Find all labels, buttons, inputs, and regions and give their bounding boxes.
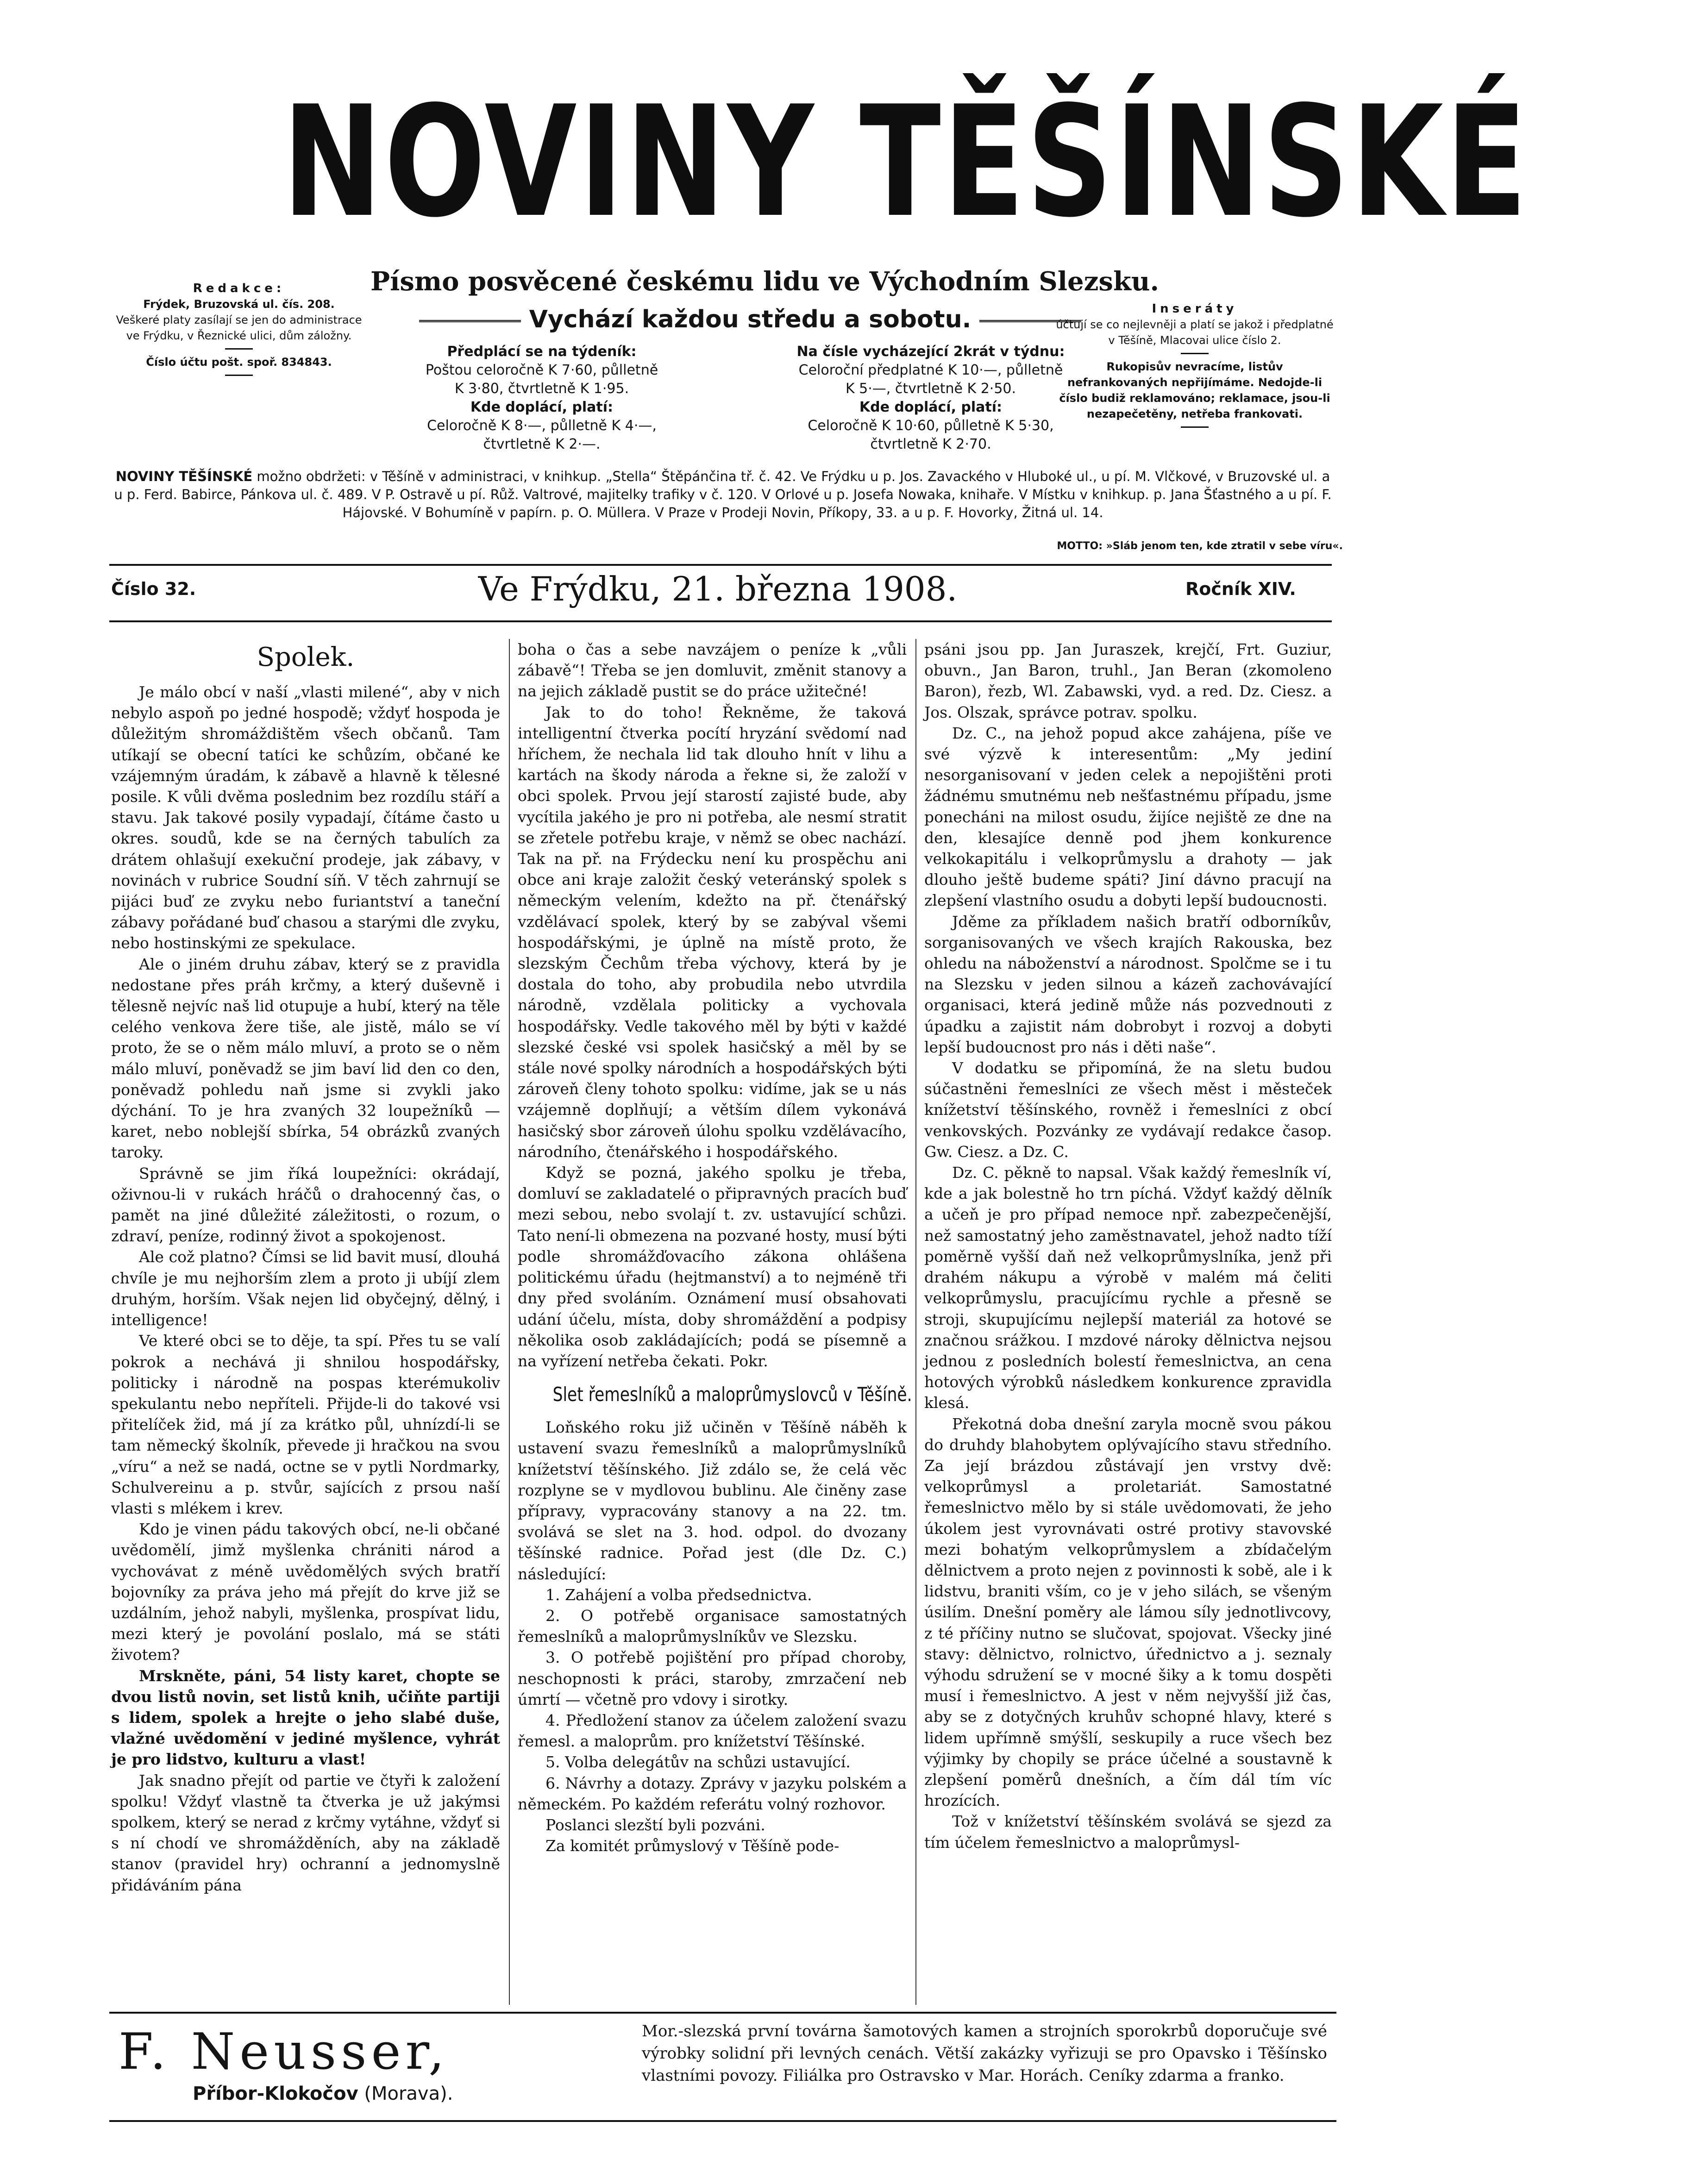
issue-place-date: Ve Frýdku, 21. března 1908. [478,569,958,608]
divider [225,375,253,376]
price-heading: Kde doplácí, platí: [859,399,1003,415]
price-line: Celoročně K 10·60, půlletně K 5·30, [808,418,1054,434]
paragraph: Loňského roku již učiněn v Těšíně náběh k ustavení svazu řemeslníků a maloprůmyslníků knížetství těšínského. Již zdálo se, že celá věc rozplyne se v mydlovou bublinu. Ale činěny zase přípravy, vypracovány stanovy a na 22. tm. svolává se slet na 3. hod. odpol. do dvozany těšínské radnice. Pořad jest (dle Dz. C.) následující: [518,1418,907,1583]
column-divider [509,639,510,2005]
paragraph: boha o čas a sebe navzájem o peníze k „vůli zábavě“! Třeba se jen domluvit, změnit stanovy a na jejich základě pustit se do práce užitečné! [518,640,907,701]
motto: MOTTO: »Sláb jenom ten, kde ztratil v sebe víru«. [1057,540,1343,552]
advertiser-town: Příbor-Klokočov [193,2083,358,2104]
divider [419,320,521,322]
advertising-heading: Inseráty [1152,302,1238,316]
paragraph: Dz. C. pěkně to napsal. Však každý řemeslník ví, kde a jak bolestně ho trn píchá. Vždyť každý dělník a učeň je pro případ nemoce npř. zabezpečenější, než samostatný jeho zaměstnavatel, jehož nadto tíží poměrně vyšší daň než velkoprůmyslníka, jenž při drahém nákupu a výrobě v malém má čeliti velkoprůmyslu, pracujícímu rychle a přesně se stroji, skupujícímu nejlepší materiál za hotové se značnou srážkou. I mzdové nároky dělnictva nejsou jednou z posledních bolestí řemeslnictva, an cena hotových výrobků následkem konkurence zpravidla klesá. [924,1164,1332,1412]
advertiser-location [193,2083,453,2104]
column-divider [915,639,916,2005]
advertisement-text: Mor.-slezská první továrna šamotových kamen a strojních sporokrbů doporučuje své výrobky solidní při levných cenách. Větší zakázky vyřizuji se pro Opavsko i Těšínsko vlastními povozy. Filiálka pro Ostravsko v Mar. Horách. Ceníky zdarma a franko. [642,2022,1327,2085]
price-line: Celoroční předplatné K 10·—, půlletně [798,362,1063,378]
publication-schedule [398,306,1102,333]
masthead [107,73,1529,251]
paragraph: Kdo je vinen pádu takových obcí, ne-li občané uvědomělí, jimž myšlenka chrániti národ a vychovávat z méně uvědomělých svých bratří bojovníky za práva jeho má přejít do krve již se uzdálním, jehož nabyli, myšlenka, prospívat lidu, mezi který je povolání poslalo, má se státi životem? [111,1520,500,1664]
paragraph: Když se pozná, jakého spolku je třeba, domluví se zakladatelé o připravných pracích buď mezi sebou, nebo svolají t. zv. ustavující schůzi. Tato není-li obmezena na pozvané hosty, musí býti podle shromážďovacího zákona ohlášena politickému úřadu (hejtmanství) a to nejméně tři dny před svoláním. Oznámení musí obsahovati udání účelu, místa, doby shromáždění a podpisy několika osob zakládajících; podá se písemně a na vyřízení netřeba čekati. Pokr. [518,1164,907,1370]
price-line: čtvrtletně K 2·70. [870,436,991,452]
divider [109,564,1332,566]
price-line: čtvrtletně K 2·—. [483,436,601,452]
column-1 [111,639,500,2005]
newspaper-subtitle: Písmo posvěcené českému lidu ve Východním Slezsku. [370,266,1159,297]
advertisement [109,2012,1336,2122]
distribution-lead: NOVINY TĚŠÍNSKÉ [115,469,253,484]
paragraph: Jak to do toho! Řekněme, že taková intelligentní čtverka pocítí hryzání svědomí nad hříchem, že nechala lid tak dlouho hnít v lihu a kartách na škody národa a řekne si, že založí v obci spolek. Prvou její starostí zajisté bude, aby vycítila jakého je pro ni potřeba, ale nesmí stratit se zřetele potřebu kraje, v němž se obec nachází. Tak na př. na Frýdecku není ku prospěchu ani obce ani kraje založit český veteránský spolek s německým velením, kdežto na př. čtenářský vzdělávací spolek, který by se zabýval všemi hospodářskými, je úplně na místě proto, že slezským Čechům třeba výchovy, která by je dostala do toho, aby probudila nebo utvrdila národně, vzdělala politicky a vychovala hospodářsky. Vedle takového měl by býti v každé slezské české vsi spolek hasičský a měl by se stále nové spolky národních a hospodářských býti zároveň členy tohoto spolku: vidíme, jak se u nás vzájemně doplňují; a větším dílem vykonává hasičský sbor zároveň úlohu spolku vzdělávacího, národního, čtenářského i hospodářského. [518,703,907,1161]
paragraph: Jak snadno přejít od partie ve čtyři k založení spolku! Vždyť vlastně ta čtverka je už jakýmsi spolkem, který se nerad z krčmy vytáhne, vždyť si s ní chodí ve shromážděních, aby na základě stanov (pravidel hry) ochranní a jednomyslně přidáváním pána [111,1771,500,1894]
biweekly-subscription-prices [750,343,1111,454]
list-item: 3. O potřebě pojištění pro případ choroby, neschopnosti k práci, staroby, zmrzačení neb úmrtí — včetně pro vdovy i sirotky. [518,1648,907,1708]
advertiser-name: F. Neusser, [119,2023,449,2081]
newspaper-title: NOVINY TĚŠÍNSKÉ [282,73,1529,251]
list-item: 4. Předložení stanov za účelem založení svazu řemesl. a maloprům. pro knížetství Těšínské. [518,1711,907,1751]
list-item: 6. Návrhy a dotazy. Zprávy v jazyku polském a německém. Po každém referátu volný rozhovor. [518,1774,907,1813]
list-item: Poslanci slezští byli pozváni. [545,1815,765,1834]
paragraph: Je málo obcí v naší „vlasti milené“, aby v nich nebylo aspoň po jedné hospodě; vždyť hospoda je důležitým shromáždištěm všech občanů. Tam utíkají se obecní tatíci ke schůzím, občané ke vzájemným úradám, k zábavě a hlavně k tělesné posile. K vůli dvěma poslednim bez rozdílu stáří a stavu. Jak takové posily vypadají, čítáme často u okres. soudů, kde se na černých tabulích za drátem ohlašují exekuční prodeje, jak zábavy, v novinách v rubrice Soudní síň. V těch zahrnují se pijáci buď ze zvyku nebo furiantství a taneční zábavy pořádané buď chasou a starými dle zvyku, nebo hostinskými ze spekulace. [111,683,500,952]
advertising-rates: účtují se co nejlevněji a platí se jakož i předplatné v Těšíně, Mlacovai ulice číslo 2. [1056,318,1334,347]
list-item: 1. Zahájení a volba předsednictva. [545,1585,812,1604]
paragraph: Jděme za příkladem našich bratří odborníkův, sorganisovaných ve všech krajích Rakouska, bez ohledu na náboženství a národnost. Spolčme se i tu na Slezsku v jeden silnou a kázeň zachovávající organisaci, která jedině může nás pozvednouti z úpadku a zajistit nám dobrobyt i rozvoj a dobyti lepší budoucnost pro nás i děti naše“. [924,912,1332,1056]
paragraph: Ve které obci se to děje, ta spí. Přes tu se valí pokrok a nechává ji shnilou hospodářsky, politicky i národně na pospas kterémukoliv spekulantu nebo nepříteli. Přijde-li do takové vsi přitelíček žid, má jí za krátko půl, uhnízdí-li se tam německý školník, převede ji hračkou na svou „víru“ a než se nadá, octne se v pytli Nordmarky, Schulvereinu a p. stvůr, sajících z prsou naší vlasti s mlékem i krev. [111,1332,500,1517]
list-item: 2. O potřebě organisace samostatných řemeslníků a maloprůmyslníkův ve Slezsku. [518,1606,907,1646]
price-heading: Předplácí se na týdeník: [447,344,637,360]
divider [109,620,1332,622]
issue-number: Číslo 32. [111,579,196,599]
list-item: Za komitét průmyslový v Těšíně pode- [545,1837,840,1855]
distribution-text: možno obdržeti: v Těšíně v administraci, v knihkup. „Stella“ Štěpánčina tř. č. 42. Ve Frýdku u p. Jos. Zavackého v Hluboké ul., u pí. M. Vlčkové, v Bruzovské ul. a u p. Ferd. Babirce, Pánkova ul. č. 489. V P. Ostravě u pí. Růž. Valtrové, majitelky trafiky v č. 120. V Orlové u p. Josefa Nowaka, knihaře. V Místku v knihkup. p. Jana Šťastného a u pí. F. Hájovské. V Bohumíně v papírn. p. O. Müllera. V Praze v Prodeji Novin, Příkopy, 33. a u p. F. Hovorky, Žitná ul. 14. [114,469,1332,520]
volume-number: Ročník XIV. [1185,579,1296,599]
divider [1181,426,1209,428]
editorial-address: Frýdek, Bruzovská ul. čís. 208. [143,298,335,311]
price-heading: Kde doplácí, platí: [470,399,614,415]
paragraph: Tož v knížetství těšínském svolává se sjezd za tím účelem řemeslnictvo a maloprůmysl- [924,1812,1332,1852]
article-title: Spolek. [257,642,355,672]
advertiser-region: (Morava). [364,2083,453,2104]
price-heading: Na čísle vycházející 2krát v týdnu: [796,344,1065,360]
price-line: K 3·80, čtvrtletně K 1·95. [454,381,629,397]
divider [1181,353,1209,354]
paragraph: Ale o jiném druhu zábav, který se z pravidla nedostane přes práh krčmy, a který duševně i tělesně nejvíc naš lid otupuje a hubí, který na těle celého venkova žere tiše, ale jistě, málo se ví proto, že se o něm málo mluví, a proto se o něm málo mluví, poněvadž se jim baví lid den co den, poněvadž pohledu naň jsme si zvykli jako dýchání. To je hra zvaných 32 loupežníků — karet, nebo noblejší sbírka, 54 obrázků zvaných taroky. [111,955,500,1162]
postal-account: Číslo účtu pošt. spoř. 834843. [146,356,332,369]
paragraph: Správně se jim říká loupežníci: okrádají, oživnou-li v rukách hráčů o drahocenný čas, o pamět na jiné důležité záležitosti, o rozum, o zdraví, peníze, rodinný život a spokojenost. [111,1164,500,1245]
price-line: K 5·—, čtvrtletně K 2·50. [845,381,1016,397]
manuscript-policy: Rukopisův nevracíme, listův nefrankovaných nepřijímáme. Nedojde-li číslo budiž reklamováno; reklamace, jsou-li nezapečetěny, netřeba frankovati. [1059,360,1330,420]
editorial-info-box [109,281,369,381]
schedule-text: Vychází každou středu a sobotu. [529,306,972,333]
paragraph: psáni jsou pp. Jan Juraszek, krejčí, Frt. Guziur, obuvn., Jan Baron, truhl., Jan Beran (zkomoleno Baron), řezb, Wl. Zabawski, vyd. a red. Dz. Ciesz. a Jos. Olszak, správce potrav. spolku. [924,640,1332,721]
list-item: 5. Volba delegátův na schůzi ustavující. [545,1753,851,1771]
paragraph: Ale což platno? Čímsi se lid bavit musí, dlouhá chvíle je mu nejhorším zlem a proto ji ubíjí zlem druhým, horším. Však nejen lid obyčejný, dělný, i intelligence! [111,1248,500,1329]
editorial-payments: Veškeré platy zasílají se jen do administrace ve Frýdku, v Řeznické ulici, dům záložny. [116,313,362,342]
distribution-points [109,468,1336,522]
article-title: Slet řemeslníků a maloprůmyslovců v Těšíně. [552,1383,912,1406]
editorial-heading: Redakce: [193,282,285,295]
paragraph: Mrskněte, páni, 54 listy karet, chopte se dvou listů novin, set listů knih, učiňte partiji s lidem, spolek a hrejte o jeho slabé duše, vlažné uvědomění v jediné myšlence, vyhrát je pro lidstvo, kulturu a vlast! [111,1666,500,1769]
paragraph: Dz. C., na jehož popud akce zahájena, píše ve své výzvě k interesentům: „My jediní nesorganisovaní v jeden celek a nepojištěni proti žádnému smutnému neb nešťastnému případu, jsme ponecháni na milost osudu, žijíce nejiště ze dne na den, klesajíce denně pod jhem konkurence velkokapitálu i velkoprůmyslu a drahoty — jak dlouho ještě budeme spáti? Jiní dávno pracují na zlepšení vlastního osudu a dobyti lepší budoucnosti. [924,724,1332,910]
divider [225,348,253,350]
column-3 [924,639,1332,2005]
price-line: Celoročně K 8·—, půlletně K 4·—, [427,418,657,434]
paragraph: V dodatku se připomíná, že na sletu budou súčastněni řemeslníci ze všech měst i městeček knížetství těšínského, rovněž i řemeslníci z obcí venkovských. Pozvánky ze vydávají redakce časop. Gw. Ciesz. a Dz. C. [924,1059,1332,1161]
paragraph: Překotná doba dnešní zaryla mocně svou pákou do druhdy blahobytem oplývajícího stavu středního. Za její brázdou zůstávají jen vrstvy dvě: velkoprůmysl a proletariát. Samostatné řemeslnictvo mělo by si stále uvědomovati, že jeho úkolem jest vyrovnávati ostré protivy stavovské mezi bohatým velkoprůmyslem a zbídačelým dělnictvem a proto nejen z povinnosti k sobě, ale i k lidstvu, braniti vším, co je v jeho silách, se všeným úsilím. Dnešní poměry ale lámou síly jednotlivcovy, z té příčiny nutno se slučovat, spojovat. Všecky jiné stavy: dělnictvo, rolnictvo, úřednictvo a j. seznaly výhodu sdružení se v mocné šiky a k tomu dospěti musí i řemeslnictvo. A jest v něm nejvyšší již čas, aby se z dotyčných kruhův schopné hlavy, které s lidem upřímně smýšlí, seskupily a ruce všech bez výjimky by chopily se práce účelné a soustavně k zlepšení poměrů dnešních, a čím dál tím víc hrozících. [924,1414,1332,1810]
price-line: Poštou celoročně K 7·60, půlletně [425,362,658,378]
weekly-subscription-prices [380,343,704,454]
column-2 [518,639,912,2005]
